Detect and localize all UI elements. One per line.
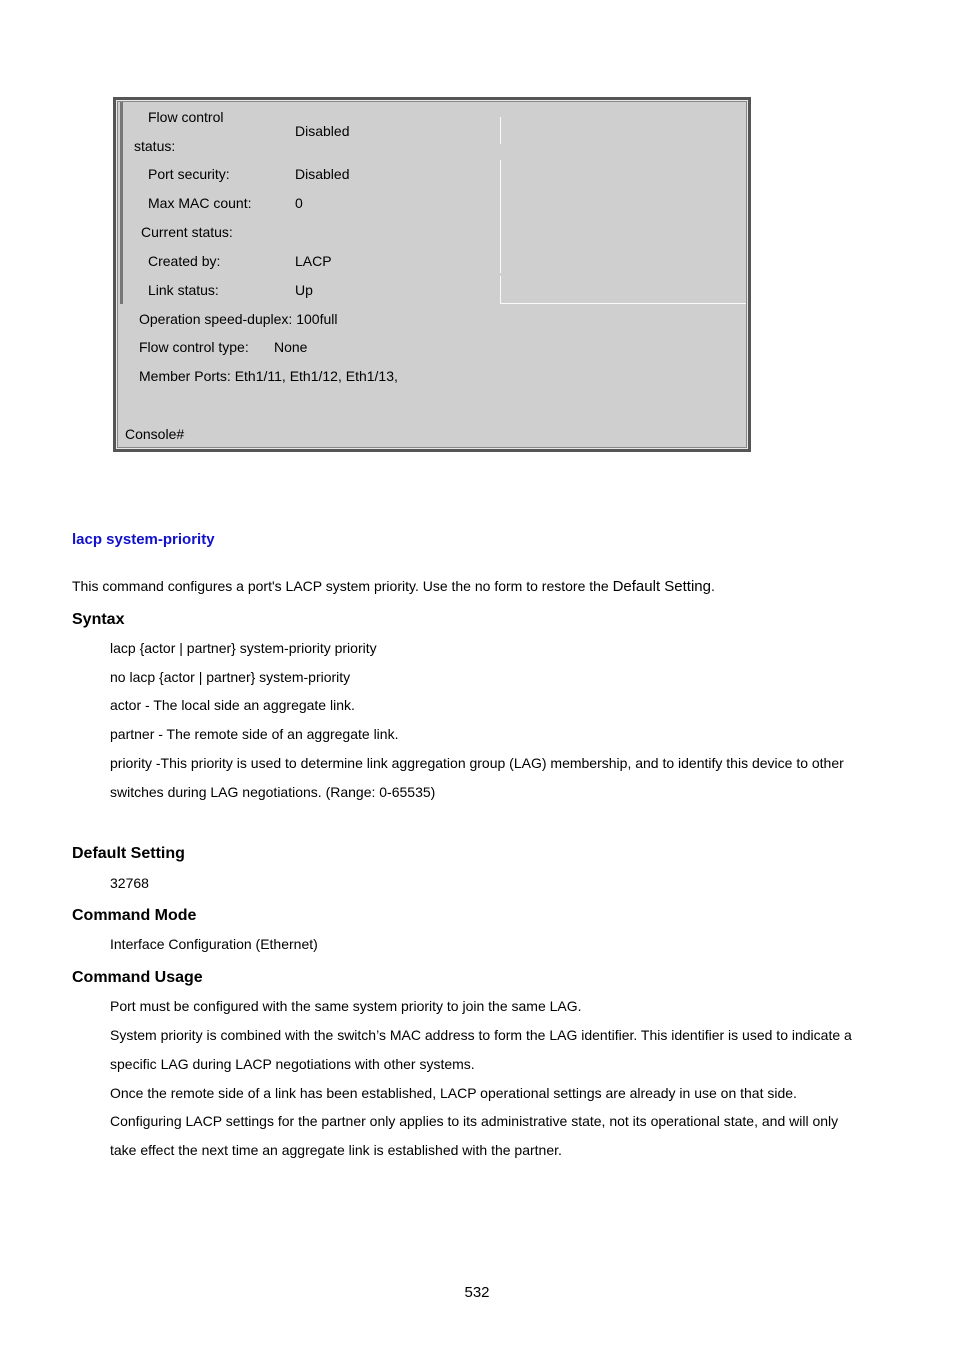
intro-period: . <box>711 578 715 594</box>
syntax-line: no lacp {actor | partner} system-priority <box>110 669 351 685</box>
syntax-line: switches during LAG negotiations. (Range: 0-65535) <box>110 784 436 800</box>
usage-line: Port must be configured with the same system priority to join the same LAG. <box>110 998 582 1014</box>
usage-line: specific LAG during LACP negotiations with other systems. <box>110 1056 475 1072</box>
member-ports-line: Member Ports: Eth1/11, Eth1/12, Eth1/13, <box>139 368 398 384</box>
console-output-box <box>113 97 751 452</box>
command-mode-heading: Command Mode <box>72 907 197 924</box>
default-setting-heading: Default Setting <box>72 845 185 862</box>
cell-divider <box>500 160 501 273</box>
command-usage-heading: Command Usage <box>72 969 203 986</box>
syntax-line: priority -This priority is used to determine link aggregation group (LAG) membership, and to identify this device to other <box>110 755 844 771</box>
flow-control-label: Flow control <box>148 109 224 125</box>
intro-default-setting: Default Setting <box>612 578 711 595</box>
flow-control-type-label: Flow control type: <box>139 339 249 355</box>
operation-speed-line: Operation speed-duplex: 100full <box>139 311 338 327</box>
syntax-line: actor - The local side an aggregate link. <box>110 697 355 713</box>
page-number: 532 <box>464 1284 490 1301</box>
max-mac-value: 0 <box>295 195 303 211</box>
intro-text: This command configures a port's LACP system priority. Use the no form to restore the <box>72 578 613 594</box>
created-by-value: LACP <box>295 253 332 269</box>
syntax-heading: Syntax <box>72 611 125 628</box>
usage-line: Once the remote side of a link has been established, LACP operational settings are already in use on that side. <box>110 1085 797 1101</box>
usage-line: take effect the next time an aggregate link is established with the partner. <box>110 1142 562 1158</box>
command-mode-value: Interface Configuration (Ethernet) <box>110 936 318 952</box>
syntax-line: partner - The remote side of an aggregate link. <box>110 726 399 742</box>
port-security-label: Port security: <box>148 166 230 182</box>
flow-control-label-cont: status: <box>134 138 176 154</box>
cell-divider <box>500 303 746 304</box>
flow-control-type-value: None <box>274 339 308 355</box>
console-prompt: Console# <box>125 426 185 442</box>
default-setting-value: 32768 <box>110 875 149 891</box>
created-by-label: Created by: <box>148 253 221 269</box>
current-status-label: Current status: <box>141 224 233 240</box>
syntax-line: lacp {actor | partner} system-priority priority <box>110 640 377 656</box>
cell-divider <box>500 117 501 144</box>
link-status-value: Up <box>295 282 313 298</box>
section-title: lacp system-priority <box>72 531 215 548</box>
cell-divider <box>500 276 501 303</box>
usage-line: Configuring LACP settings for the partner only applies to its administrative state, not its operational state, and will only <box>110 1113 839 1129</box>
link-status-label: Link status: <box>148 282 219 298</box>
max-mac-label: Max MAC count: <box>148 195 252 211</box>
flow-control-value: Disabled <box>295 123 350 139</box>
intro-paragraph <box>72 578 715 595</box>
usage-line: System priority is combined with the switch’s MAC address to form the LAG identifier. This identifier is used to indicate a <box>110 1027 852 1043</box>
port-security-value: Disabled <box>295 166 350 182</box>
